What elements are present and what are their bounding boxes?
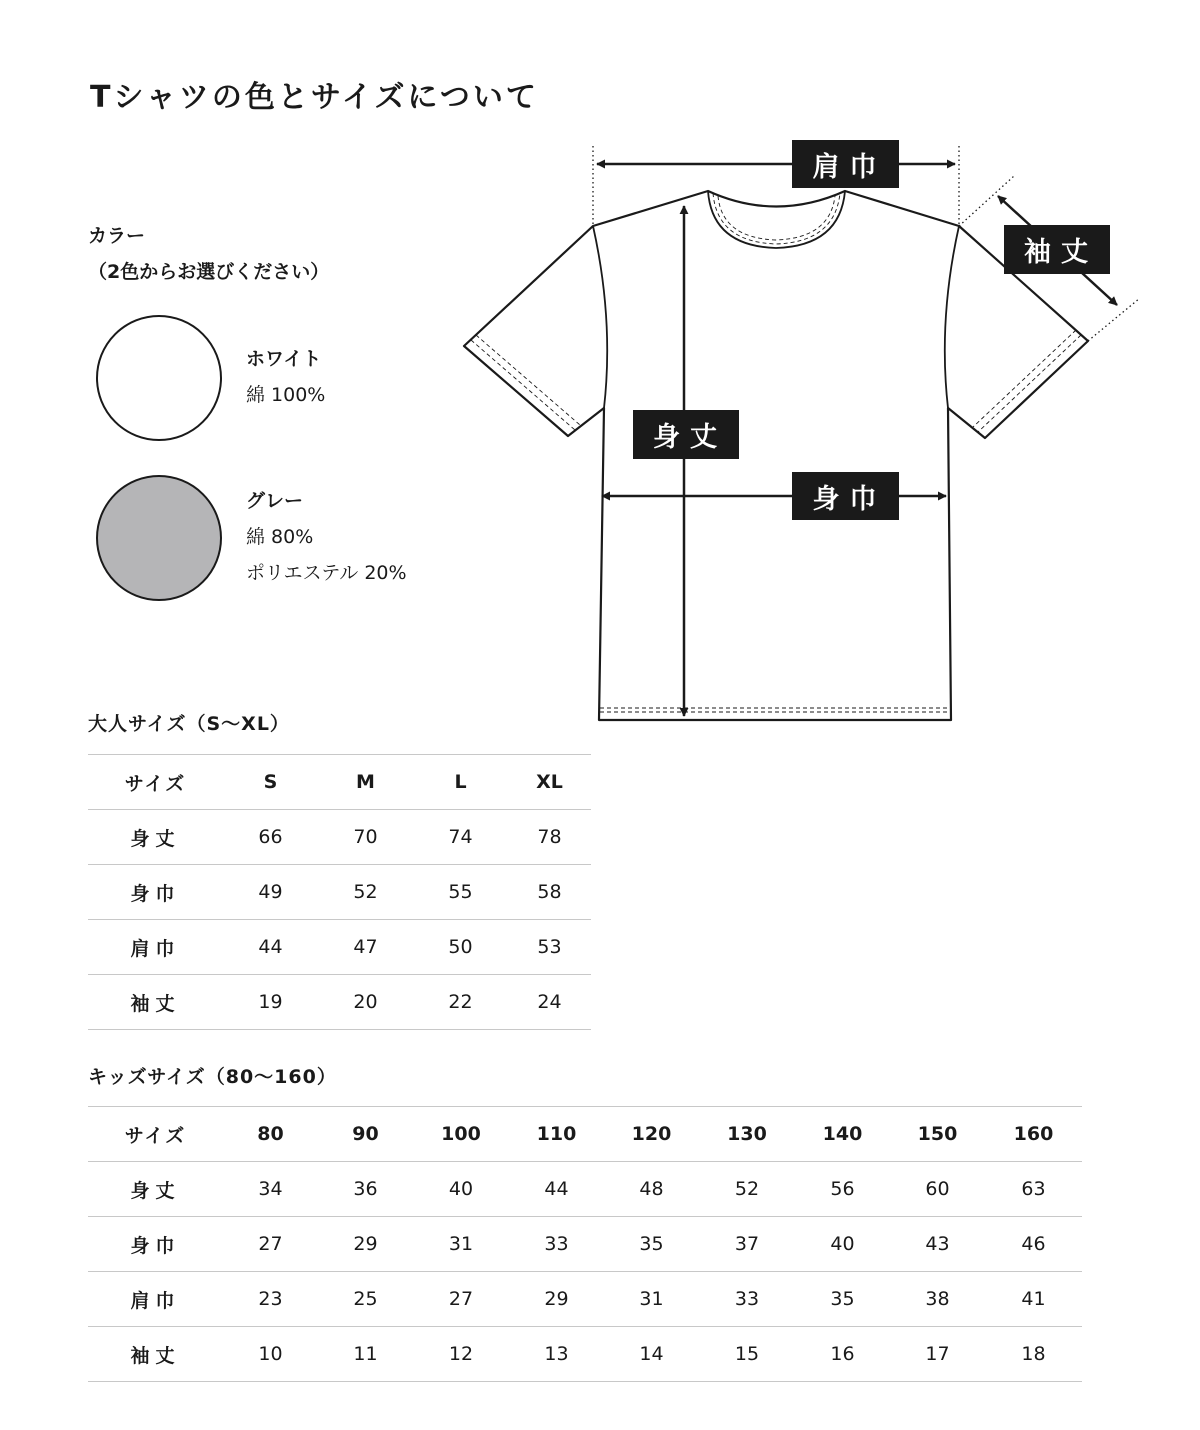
table-row (88, 865, 591, 920)
table-cell: 25 (318, 1272, 413, 1327)
table-cell: 35 (604, 1217, 699, 1272)
row-label: 袖丈 (88, 1327, 223, 1382)
table-cell: 40 (413, 1162, 509, 1217)
table-cell: 35 (795, 1272, 890, 1327)
table-cell: 36 (318, 1162, 413, 1217)
color-name: ホワイト (246, 348, 322, 370)
color-heading-label: カラー (88, 225, 146, 247)
size-header-cell: 150 (890, 1107, 985, 1162)
table-cell: 47 (318, 920, 413, 975)
table-cell: 52 (699, 1162, 795, 1217)
page-title: Tシャツの色とサイズについて (90, 80, 539, 115)
row-label: 肩巾 (88, 920, 223, 975)
table-cell: 14 (604, 1327, 699, 1382)
table-cell: 48 (604, 1162, 699, 1217)
size-header-cell: 100 (413, 1107, 509, 1162)
table-cell: 38 (890, 1272, 985, 1327)
row-label: 身巾 (88, 865, 223, 920)
table-cell: 46 (985, 1217, 1082, 1272)
row-label: 肩巾 (88, 1272, 223, 1327)
table-cell: 60 (890, 1162, 985, 1217)
table-header-row (88, 1107, 1082, 1162)
table-cell: 50 (413, 920, 508, 975)
table-cell: 27 (413, 1272, 509, 1327)
table-row (88, 1327, 1082, 1382)
tshirt-outline (464, 191, 1088, 720)
table-cell: 40 (795, 1217, 890, 1272)
kids-size-heading: キッズサイズ（80〜160） (88, 1066, 337, 1088)
size-header-cell: M (318, 755, 413, 810)
table-row (88, 975, 591, 1030)
color-subheading: （2色からお選びください） (88, 261, 330, 283)
color-material: ポリエステル 20% (246, 562, 407, 584)
table-cell: 37 (699, 1217, 795, 1272)
table-cell: 63 (985, 1162, 1082, 1217)
adult-size-table (88, 754, 591, 1030)
table-cell: 22 (413, 975, 508, 1030)
size-header-cell: 130 (699, 1107, 795, 1162)
table-row (88, 810, 591, 865)
table-cell: 70 (318, 810, 413, 865)
size-column-header: サイズ (88, 755, 223, 810)
table-cell: 43 (890, 1217, 985, 1272)
table-cell: 66 (223, 810, 318, 865)
color-material: 綿 80% (246, 526, 314, 548)
table-cell: 58 (508, 865, 591, 920)
table-cell: 23 (223, 1272, 318, 1327)
table-cell: 52 (318, 865, 413, 920)
table-cell: 55 (413, 865, 508, 920)
table-cell: 11 (318, 1327, 413, 1382)
table-cell: 29 (509, 1272, 604, 1327)
size-header-cell: 160 (985, 1107, 1082, 1162)
table-cell: 18 (985, 1327, 1082, 1382)
table-cell: 17 (890, 1327, 985, 1382)
size-header-cell: 140 (795, 1107, 890, 1162)
shoulder-width-label: 肩巾 (792, 140, 899, 188)
size-header-cell: S (223, 755, 318, 810)
size-header-cell: 120 (604, 1107, 699, 1162)
table-cell: 31 (413, 1217, 509, 1272)
table-row (88, 1162, 1082, 1217)
body-length-label: 身丈 (633, 410, 739, 459)
table-row (88, 1272, 1082, 1327)
adult-size-heading: 大人サイズ（S〜XL） (88, 713, 290, 735)
table-cell: 13 (509, 1327, 604, 1382)
table-cell: 20 (318, 975, 413, 1030)
row-label: 身巾 (88, 1217, 223, 1272)
row-label: 身丈 (88, 1162, 223, 1217)
table-cell: 16 (795, 1327, 890, 1382)
table-cell: 33 (699, 1272, 795, 1327)
table-cell: 34 (223, 1162, 318, 1217)
table-cell: 74 (413, 810, 508, 865)
size-header-cell: 80 (223, 1107, 318, 1162)
row-label: 袖丈 (88, 975, 223, 1030)
table-cell: 27 (223, 1217, 318, 1272)
table-cell: 33 (509, 1217, 604, 1272)
table-cell: 24 (508, 975, 591, 1030)
table-cell: 12 (413, 1327, 509, 1382)
table-cell: 41 (985, 1272, 1082, 1327)
size-header-cell: 110 (509, 1107, 604, 1162)
table-cell: 44 (509, 1162, 604, 1217)
kids-size-table (88, 1106, 1082, 1382)
color-material: 綿 100% (246, 384, 326, 406)
table-cell: 56 (795, 1162, 890, 1217)
table-header-row (88, 755, 591, 810)
table-cell: 15 (699, 1327, 795, 1382)
size-header-cell: L (413, 755, 508, 810)
table-cell: 10 (223, 1327, 318, 1382)
table-cell: 29 (318, 1217, 413, 1272)
color-name: グレー (246, 490, 304, 512)
table-row (88, 1217, 1082, 1272)
table-cell: 49 (223, 865, 318, 920)
table-cell: 78 (508, 810, 591, 865)
table-row (88, 920, 591, 975)
size-column-header: サイズ (88, 1107, 223, 1162)
table-cell: 31 (604, 1272, 699, 1327)
size-header-cell: XL (508, 755, 591, 810)
table-cell: 53 (508, 920, 591, 975)
size-header-cell: 90 (318, 1107, 413, 1162)
sleeve-length-label: 袖丈 (1004, 225, 1110, 274)
table-cell: 19 (223, 975, 318, 1030)
body-width-label: 身巾 (792, 472, 899, 520)
table-cell: 44 (223, 920, 318, 975)
row-label: 身丈 (88, 810, 223, 865)
